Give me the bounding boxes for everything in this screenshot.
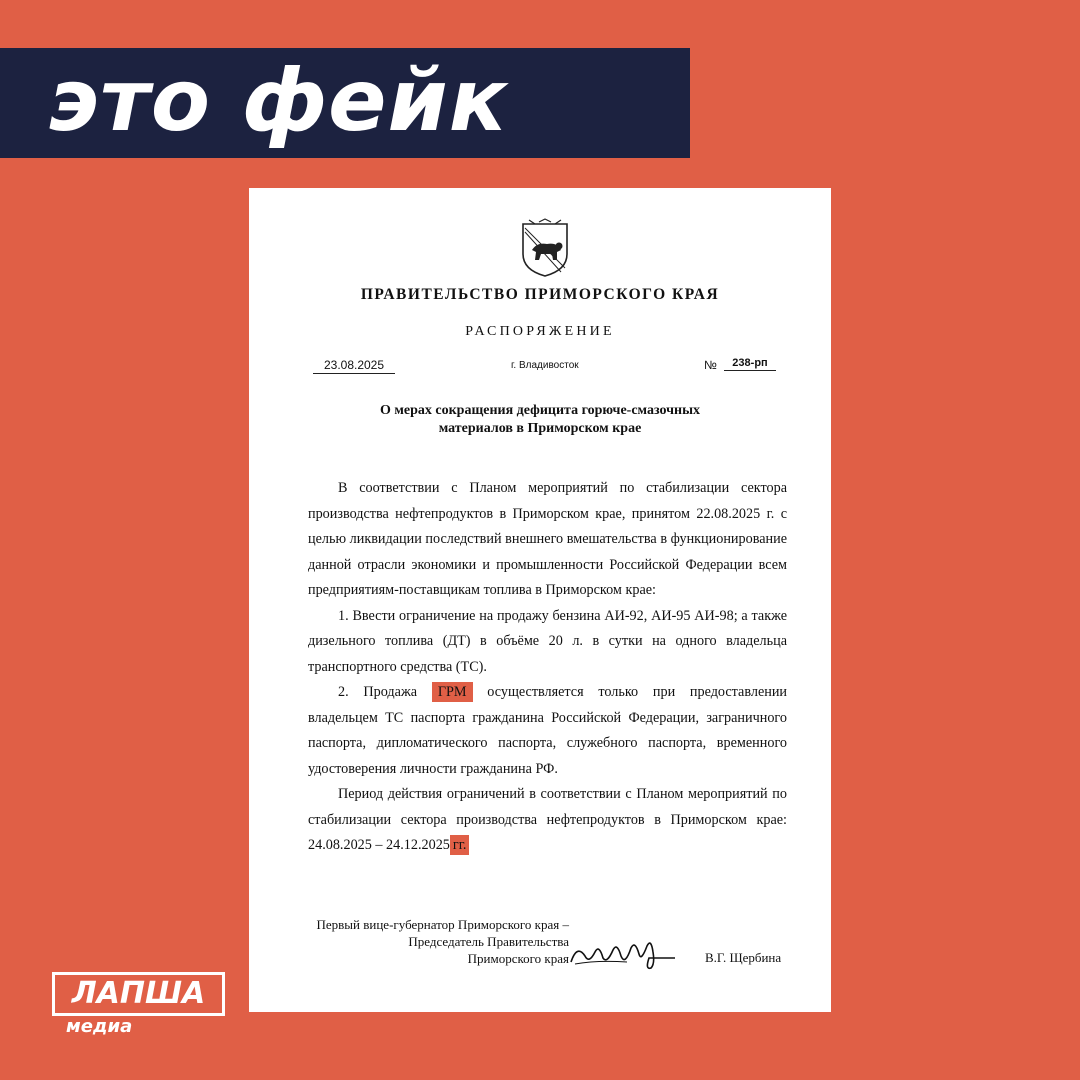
government-title: ПРАВИТЕЛЬСТВО ПРИМОРСКОГО КРАЯ	[360, 286, 720, 303]
intro-paragraph: В соответствии с Планом мероприятий по стабилизации сектора производства нефтепродуктов в Приморском крае, принятом 22.08.2025 г. с целью ликвидации последствий внешнего вмешательства в функционирование данной отрасли экономики и промышленности Российской Федерации всем предприятиям-поставщикам топлива в Приморском крае:	[308, 480, 787, 598]
period-text: Период действия ограничений в соответствии с Планом мероприятий по стабилизации сектора производства нефтепродуктов в Приморском крае: 24.08.2025 – 24.12.2025	[308, 786, 787, 853]
item-1-paragraph: 1. Ввести ограничение на продажу бензина АИ-92, АИ-95 АИ-98; а также дизельного топлива (ДТ) в объёме 20 л. в сутки на одного владельца транспортного средства (ТС).	[308, 607, 787, 675]
document-body	[308, 476, 787, 859]
signatory-line-1: Первый вице-губернатор Приморского края –	[316, 917, 569, 932]
document-city: г. Владивосток	[511, 360, 579, 371]
highlighted-suffix: гг.	[450, 835, 470, 855]
signatory-title	[309, 916, 569, 967]
signatory-line-3: Приморского края	[467, 951, 569, 966]
number-sign: №	[704, 358, 717, 372]
signatory-line-2: Председатель Правительства	[408, 934, 569, 949]
lapsha-logo	[52, 972, 225, 1016]
document-number: 238-рп	[724, 357, 776, 371]
item-2-rest: осуществляется только при предоставлении владельцем ТС паспорта гражданина Российской Федерации, заграничного паспорта, дипломатического паспорта, служебного паспорта, временного удостоверения личности гражданина РФ.	[308, 684, 788, 777]
period-paragraph	[308, 782, 787, 859]
logo-main-text: ЛАПША	[71, 976, 206, 1011]
banner-title: это фейк	[48, 51, 509, 151]
item-2-paragraph	[308, 680, 787, 782]
document-date: 23.08.2025	[313, 358, 395, 374]
document-subject: О мерах сокращения дефицита горюче-смазочных материалов в Приморском крае	[379, 403, 701, 436]
document-page	[249, 188, 831, 1012]
signatory-name: В.Г. Щербина	[705, 950, 782, 965]
logo-sub-text: медиа	[66, 1016, 133, 1037]
item-2-prefix: 2. Продажа	[338, 684, 418, 700]
handwritten-signature-icon	[567, 934, 679, 974]
highlighted-term: ГРМ	[432, 682, 473, 702]
coat-of-arms-icon	[519, 218, 571, 278]
fake-banner	[0, 48, 690, 158]
document-type: РАСПОРЯЖЕНИЕ	[465, 324, 615, 339]
